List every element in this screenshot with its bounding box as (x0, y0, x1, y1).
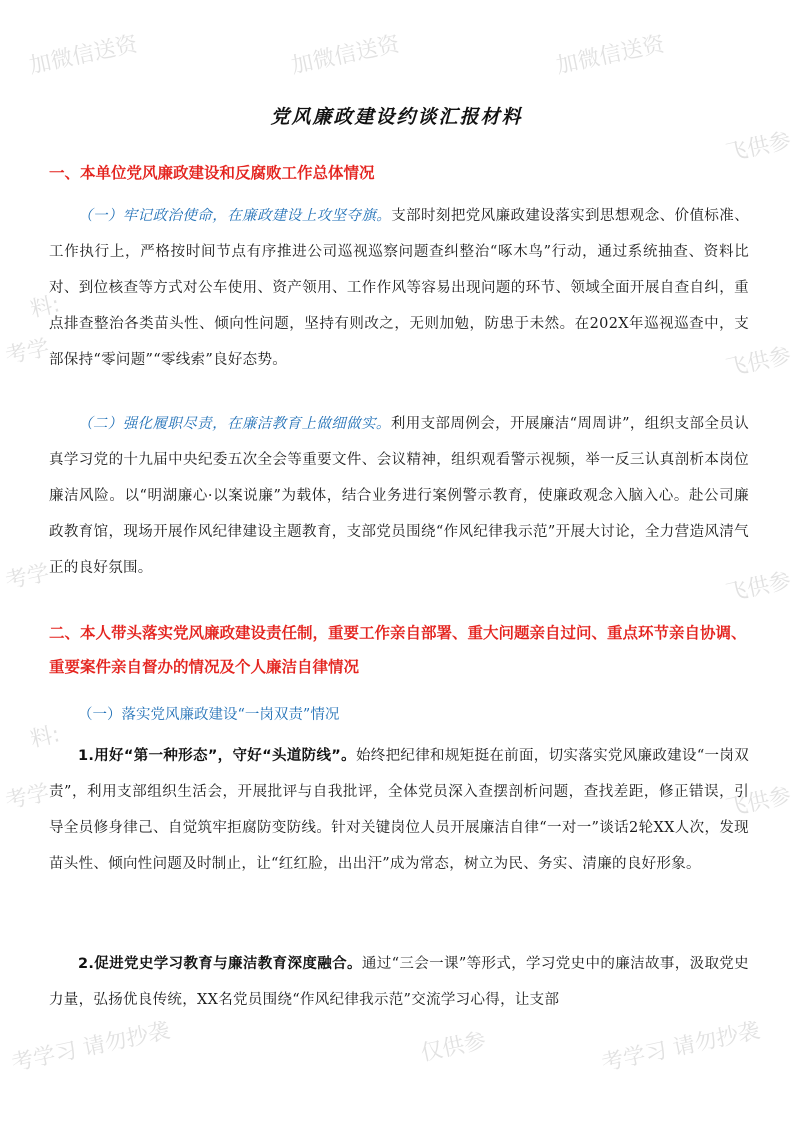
watermark: 加微信送资 (554, 31, 667, 80)
watermark: 仅供参 (418, 1028, 489, 1067)
watermark: 飞供参 (723, 568, 793, 607)
watermark: 加微信送资 (289, 31, 402, 80)
document-title: 党风廉政建设约谈汇报材料 (270, 106, 523, 128)
section-heading-2: 二、本人带头落实党风廉政建设责任制，重要工作亲自部署、重大问题亲自过问、重点环节亲自协调、重要案件亲自督办的情况及个人廉洁自律情况 (49, 624, 747, 676)
paragraph-3 (49, 738, 749, 882)
watermark: 加微信送资 (27, 31, 140, 80)
watermark: 飞供参 (723, 128, 793, 167)
paragraph-body: 支部时刻把党风廉政建设落实到思想观念、价值标准、工作执行上，严格按时间节点有序推进公司巡视巡察问题查纠整治“啄木鸟”行动，通过系统抽查、资料比对、到位核查等方式对公车使用、资产领用、工作作风等容易出现问题的环节、领域全面开展自查自纠，重点排查整治各类苗头性、倾向性问题，坚持有则改之，无则加勉，防患于未然。在202X年巡视巡查中，支部保持“零问题”“零线索”良好态势。 (49, 208, 749, 368)
watermark: 考学习 请勿抄袭 (599, 1018, 763, 1077)
paragraph-body: 始终把纪律和规矩挺在前面，切实落实党风廉政建设“一岗双责”，利用支部组织生活会，开展批评与自我批评，全体党员深入查摆剖析问题，查找差距，修正错误，引导全员修身律己、自觉筑牢拒腐防变防线。针对关键岗位人员开展廉洁自律“一对一”谈话2轮XX人次，发现苗头性、倾向性问题及时制止，让“红红脸，出出汗”成为常态，树立为民、务实、清廉的良好形象。 (49, 748, 749, 872)
watermark: 考学 (3, 780, 52, 815)
paragraph-lead: 1.用好“第一种形态”，守好“头道防线”。 (78, 748, 356, 764)
watermark: 料: (28, 722, 63, 753)
watermark: 料: (28, 292, 63, 323)
paragraph-lead: （二）强化履职尽责，在廉洁教育上做细做实。 (78, 416, 391, 432)
paragraph-1 (49, 198, 749, 378)
watermark: 考学 (3, 335, 52, 370)
subheading-1: （一）落实党风廉政建设“一岗双责”情况 (78, 707, 340, 723)
watermark: 考学 (3, 560, 52, 595)
paragraph-lead: 2.促进党史学习教育与廉洁教育深度融合。 (78, 956, 362, 972)
paragraph-4 (49, 946, 749, 1018)
paragraph-body: 通过“三会一课”等形式，学习党史中的廉洁故事，汲取党史力量，弘扬优良传统，XX名党员围绕“作风纪律我示范”交流学习心得，让支部 (49, 956, 749, 1008)
paragraph-lead: （一）牢记政治使命，在廉政建设上攻坚夺旗。 (78, 208, 392, 224)
watermark: 飞供参 (723, 783, 793, 822)
paragraph-body: 利用支部周例会，开展廉洁“周周讲”，组织支部全员认真学习党的十九届中央纪委五次全会等重要文件、会议精神，组织观看警示视频，举一反三认真剖析本岗位廉洁风险。以“明湖廉心·以案说廉”为载体，结合业务进行案例警示教育，使廉政观念入脑入心。赴公司廉政教育馆，现场开展作风纪律建设主题教育，支部党员围绕“作风纪律我示范”开展大讨论，全力营造风清气正的良好氛围。 (49, 416, 749, 576)
paragraph-2 (49, 406, 749, 586)
section-heading-1: 一、本单位党风廉政建设和反腐败工作总体情况 (49, 164, 375, 182)
watermark: 考学习 请勿抄袭 (9, 1018, 173, 1077)
watermark: 飞供参 (723, 343, 793, 382)
